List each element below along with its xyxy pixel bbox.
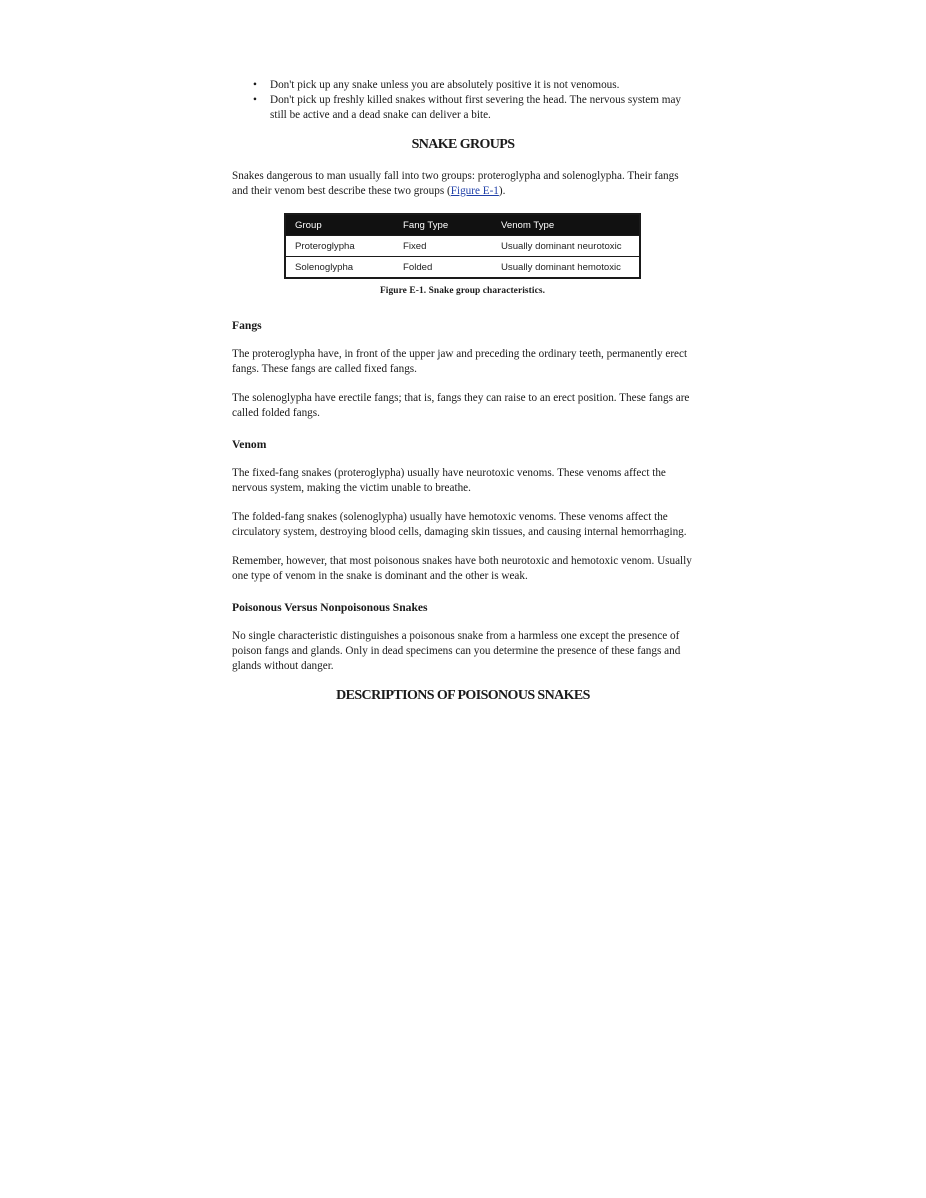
- bullet-item: • Don't pick up any snake unless you are absolutely positive it is not venomous.: [270, 78, 694, 93]
- paragraph: The solenoglypha have erectile fangs; that is, fangs they can raise to an erect position. These fangs are called folded fangs.: [232, 392, 690, 419]
- safety-bullet-list: [232, 78, 694, 123]
- column-header-group: Group: [285, 214, 394, 236]
- cell-fang-type: Fixed: [394, 236, 492, 257]
- figure-e1-link[interactable]: Figure E-1: [450, 185, 499, 197]
- cell-group: Proteroglypha: [285, 236, 394, 257]
- cell-group: Solenoglypha: [285, 257, 394, 279]
- cell-venom-type: Usually dominant neurotoxic: [492, 236, 640, 257]
- cell-venom-type: Usually dominant hemotoxic: [492, 257, 640, 279]
- section-title-descriptions: DESCRIPTIONS OF POISONOUS SNAKES: [336, 688, 590, 703]
- paragraph: The folded-fang snakes (solenoglypha) usually have hemotoxic venoms. These venoms affect the circulatory system, destroying blood cells, damaging skin tissues, and causing internal hemorrhaging.: [232, 511, 687, 538]
- snake-group-table: [284, 213, 641, 279]
- subheading-poisonous-vs-nonpoisonous: Poisonous Versus Nonpoisonous Snakes: [232, 601, 428, 614]
- subheading-venom: Venom: [232, 438, 267, 451]
- table-header-row: [285, 214, 640, 236]
- column-header-fang-type: Fang Type: [394, 214, 492, 236]
- figure-e1: [284, 213, 641, 299]
- snake-groups-intro: [232, 169, 694, 199]
- paragraph: The fixed-fang snakes (proteroglypha) usually have neurotoxic venoms. These venoms affect the nervous system, making the victim unable to breathe.: [232, 467, 666, 494]
- cell-fang-type: Folded: [394, 257, 492, 279]
- document-page: [232, 78, 694, 703]
- figure-caption: Figure E-1. Snake group characteristics.: [379, 286, 546, 296]
- paragraph: Remember, however, that most poisonous snakes have both neurotoxic and hemotoxic venom. Usually one type of venom in the snake is dominant and the other is weak.: [232, 555, 692, 582]
- column-header-venom-type: Venom Type: [492, 214, 640, 236]
- subheading-fangs: Fangs: [232, 319, 262, 332]
- table-row: [285, 257, 640, 279]
- intro-text: Snakes dangerous to man usually fall into two groups: proteroglypha and solenoglypha. Their fangs and their venom best describe these two groups (: [232, 170, 679, 197]
- paragraph: No single characteristic distinguishes a poisonous snake from a harmless one except the presence of poison fangs and glands. Only in dead specimens can you determine the presence of these fangs and glands without danger.: [232, 630, 681, 672]
- table-row: [285, 236, 640, 257]
- intro-text-end: ).: [498, 185, 506, 197]
- bullet-item: • Don't pick up freshly killed snakes without first severing the head. The nervous system may still be active and a dead snake can deliver a bite.: [270, 93, 694, 123]
- paragraph: The proteroglypha have, in front of the upper jaw and preceding the ordinary teeth, permanently erect fangs. These fangs are called fixed fangs.: [232, 348, 688, 375]
- section-title-snake-groups: SNAKE GROUPS: [411, 137, 515, 152]
